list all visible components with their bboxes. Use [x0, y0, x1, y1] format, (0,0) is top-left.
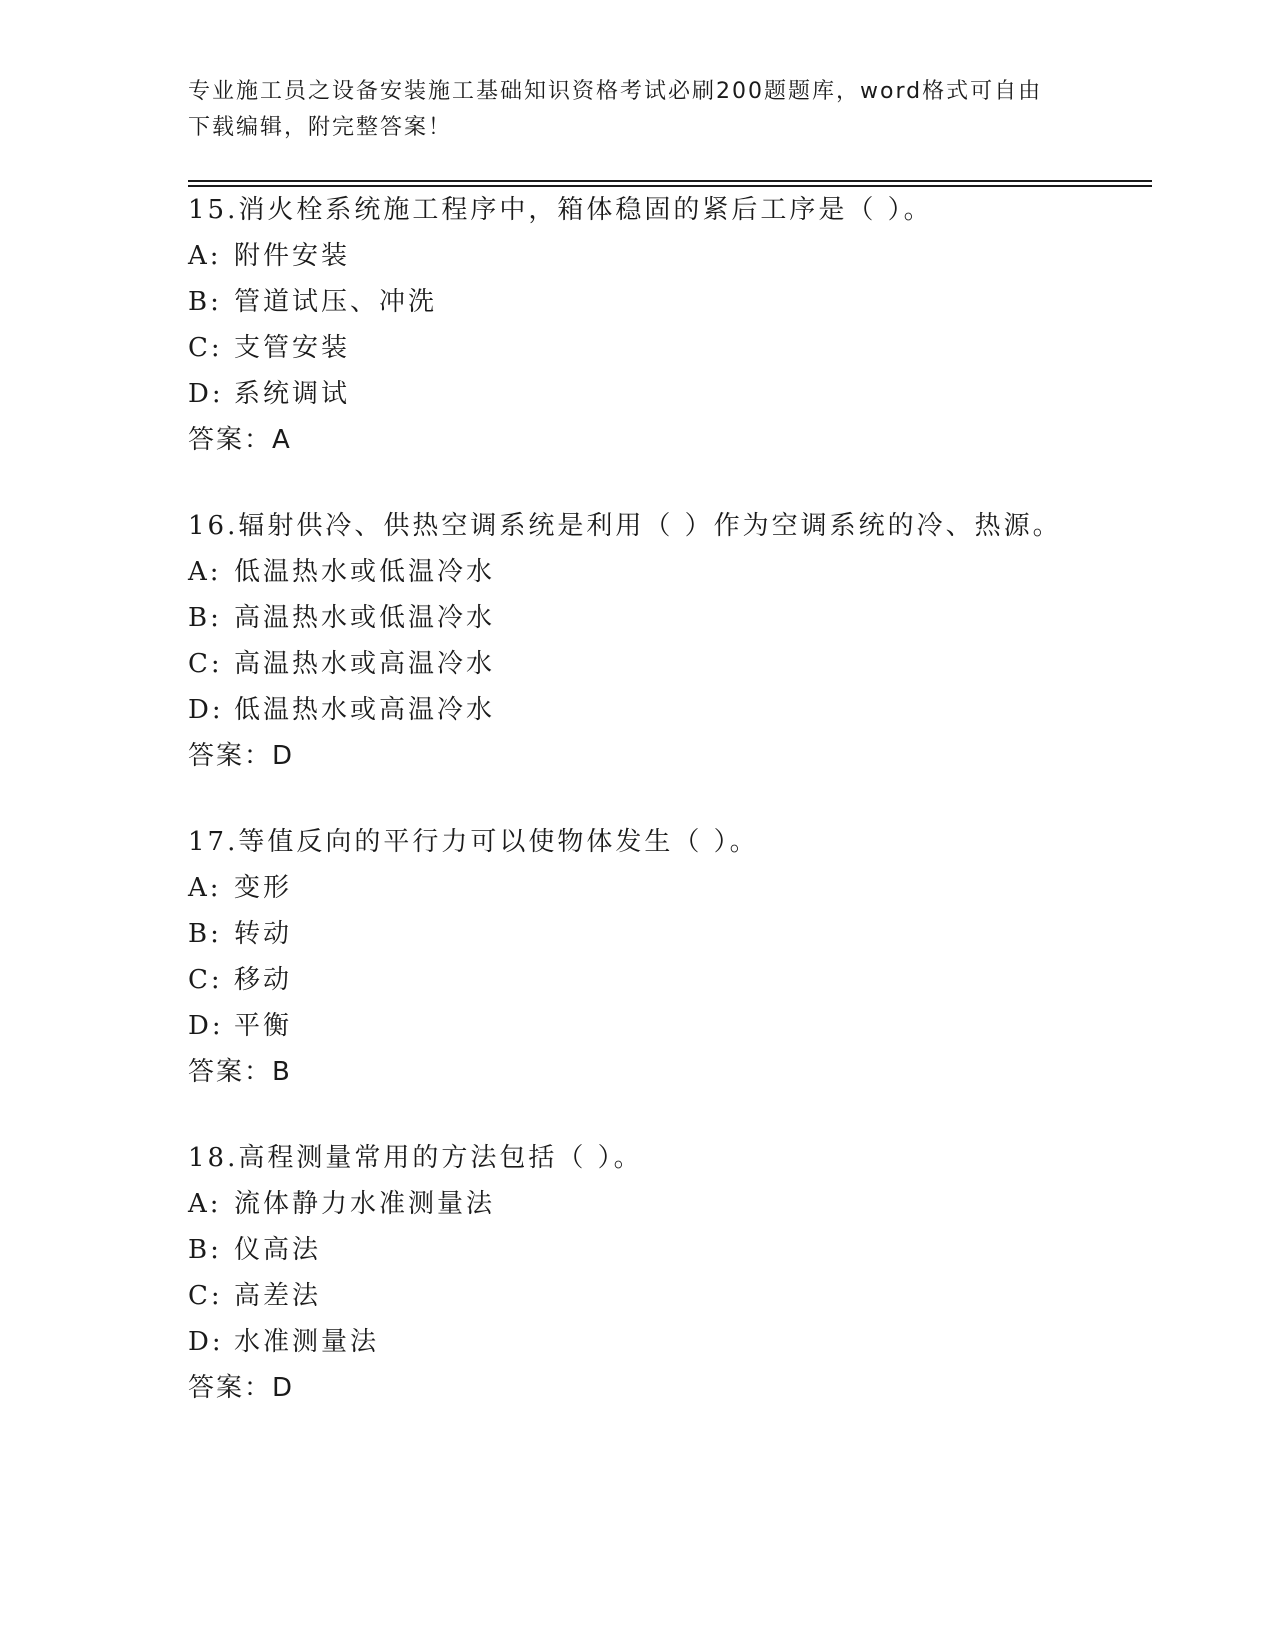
question-stem	[188, 1135, 1152, 1181]
option-text: 附件安装	[234, 241, 351, 271]
option-a	[188, 1181, 1152, 1227]
question-18	[188, 1135, 1152, 1411]
answer: 答案：B	[188, 1057, 292, 1087]
question-15	[188, 187, 1152, 463]
option-d	[188, 1003, 1152, 1049]
option-c	[188, 325, 1152, 371]
option-text: 仪高法	[234, 1235, 322, 1265]
option-text: 水准测量法	[234, 1327, 380, 1357]
option-letter: B:	[188, 919, 222, 949]
option-letter: C:	[188, 333, 223, 363]
question-number: 15.	[188, 195, 239, 225]
answer: 答案：D	[188, 741, 295, 771]
option-letter: C:	[188, 649, 223, 679]
option-text: 系统调试	[234, 379, 351, 409]
option-a	[188, 233, 1152, 279]
question-stem	[188, 819, 1152, 865]
question-text: 辐射供冷、供热空调系统是利用（ ）作为空调系统的冷、热源。	[238, 511, 1062, 541]
option-text: 高差法	[234, 1281, 322, 1311]
option-c	[188, 641, 1152, 687]
option-c	[188, 1273, 1152, 1319]
option-text: 低温热水或高温冷水	[234, 695, 496, 725]
option-letter: A:	[188, 1189, 222, 1219]
option-text: 转动	[234, 919, 293, 949]
option-letter: A:	[188, 557, 222, 587]
question-number: 17.	[188, 827, 239, 857]
option-letter: B:	[188, 1235, 222, 1265]
question-stem	[188, 503, 1152, 549]
question-17	[188, 819, 1152, 1095]
option-letter: B:	[188, 603, 222, 633]
option-d	[188, 371, 1152, 417]
option-letter: D:	[188, 695, 224, 725]
question-16	[188, 503, 1152, 779]
option-text: 流体静力水准测量法	[234, 1189, 496, 1219]
option-b	[188, 595, 1152, 641]
option-letter: C:	[188, 1281, 223, 1311]
question-text: 高程测量常用的方法包括（ ）。	[238, 1143, 643, 1173]
option-c	[188, 957, 1152, 1003]
header-line-2: 下载编辑，附完整答案！	[188, 115, 453, 140]
question-number: 16.	[188, 511, 239, 541]
question-stem	[188, 187, 1152, 233]
option-text: 变形	[234, 873, 293, 903]
option-text: 高温热水或低温冷水	[234, 603, 496, 633]
answer: 答案：D	[188, 1373, 295, 1403]
question-text: 消火栓系统施工程序中，箱体稳固的紧后工序是（ ）。	[238, 195, 933, 225]
option-d	[188, 687, 1152, 733]
option-letter: C:	[188, 965, 223, 995]
option-letter: D:	[188, 1011, 224, 1041]
option-letter: D:	[188, 1327, 224, 1357]
option-d	[188, 1319, 1152, 1365]
option-b	[188, 1227, 1152, 1273]
option-text: 移动	[234, 965, 293, 995]
question-number: 18.	[188, 1143, 239, 1173]
option-text: 低温热水或低温冷水	[234, 557, 496, 587]
option-letter: A:	[188, 241, 222, 271]
document-header	[188, 74, 1088, 146]
option-b	[188, 279, 1152, 325]
option-letter: A:	[188, 873, 222, 903]
answer: 答案：A	[188, 425, 292, 455]
option-a	[188, 865, 1152, 911]
question-text: 等值反向的平行力可以使物体发生（ ）。	[238, 827, 759, 857]
header-line-1: 专业施工员之设备安装施工基础知识资格考试必刷200题题库，word格式可自由	[188, 79, 1043, 104]
header-divider-top	[188, 180, 1152, 182]
option-letter: D:	[188, 379, 224, 409]
option-a	[188, 549, 1152, 595]
option-text: 平衡	[234, 1011, 293, 1041]
option-text: 高温热水或高温冷水	[234, 649, 496, 679]
option-letter: B:	[188, 287, 222, 317]
option-b	[188, 911, 1152, 957]
option-text: 管道试压、冲洗	[234, 287, 438, 317]
option-text: 支管安装	[234, 333, 351, 363]
